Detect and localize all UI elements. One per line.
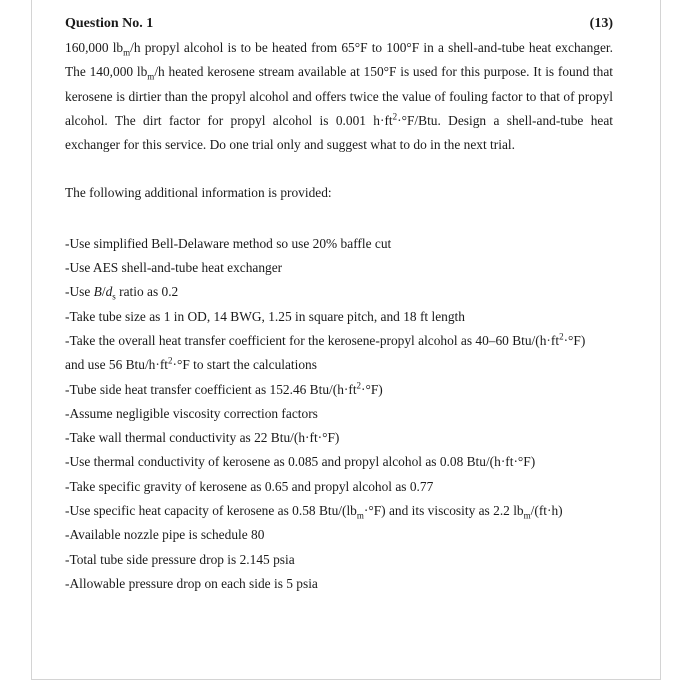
superscript-2: 2 <box>392 111 398 122</box>
list-item: -Available nozzle pipe is schedule 80 <box>65 527 265 543</box>
info-list <box>65 232 613 596</box>
question-header <box>65 12 613 36</box>
question-title: Question No. 1 <box>65 16 154 31</box>
list-item: -Use AES shell-and-tube heat exchanger <box>65 260 283 276</box>
list-item: -Use simplified Bell-Delaware method so use 20% baffle cut <box>65 235 392 251</box>
list-item: -Use $B/d_s$ ratio as 0.2 <box>65 284 179 303</box>
subscript-m: m <box>123 47 131 58</box>
list-item: -Total tube side pressure drop is 2.145 psia <box>65 551 295 567</box>
intro-line: The following additional information is provided: <box>65 185 332 201</box>
list-item: -Allowable pressure drop on each side is 5 psia <box>65 575 318 591</box>
list-item: -Use thermal conductivity of kerosene as 0.085 and propyl alcohol as 0.08 Btu/(h·ft·°F) <box>65 454 536 470</box>
problem-statement <box>65 36 613 157</box>
list-item: -Take tube size as 1 in OD, 14 BWG, 1.25 in square pitch, and 18 ft length <box>65 308 465 324</box>
list-item: -Tube side heat transfer coefficient as 152.46 Btu/$(h\cdot ft^2\cdot^\circ F)$ <box>65 380 383 397</box>
problem-text-2: /h propyl alcohol is to be heated from 65°F to 100°F in a shell-and-tube heat exchanger. The 140,000 lb <box>65 40 613 80</box>
list-item: -Use specific heat capacity of kerosene as 0.58 Btu/$(lb_m\cdot^\circ F)$ and its viscosity as 2.2 $lb_m/(ft\cdot h)$ <box>65 503 563 521</box>
subscript-m: m <box>147 71 155 82</box>
list-item: and use 56 Btu/$h\cdot ft^2\cdot^\circ F$ to start the calculations <box>65 355 317 373</box>
question-marks: (13) <box>589 16 613 31</box>
document-content <box>65 12 613 596</box>
problem-text-4: ·°F/Btu. Design a shell-and-tube heat exchanger for this service. Do one trial only and suggest what to do in the next trial. <box>65 112 613 153</box>
subscript-s: s <box>112 292 116 303</box>
var-b: B <box>93 284 102 300</box>
var-d: d <box>105 284 113 300</box>
list-item: -Take the overall heat transfer coefficient for the kerosene-propyl alcohol as 40–60 Btu/$(h\cdot ft^2\cdot^\circ F)$ <box>65 331 586 348</box>
list-item: -Take wall thermal conductivity as 22 Btu/(h·ft·°F) <box>65 430 340 446</box>
list-item: -Assume negligible viscosity correction factors <box>65 405 318 421</box>
problem-text-3: /h heated kerosene stream available at 150°F is used for this purpose. It is found that kerosene is dirtier than the propyl alcohol and offers twice the value of fouling factor to that of propyl alcohol. The dirt factor for propyl alcohol is 0.001 h·ft <box>65 64 613 128</box>
list-item: -Take specific gravity of kerosene as 0.65 and propyl alcohol as 0.77 <box>65 478 434 494</box>
problem-text-1: 160,000 lb <box>65 40 124 55</box>
